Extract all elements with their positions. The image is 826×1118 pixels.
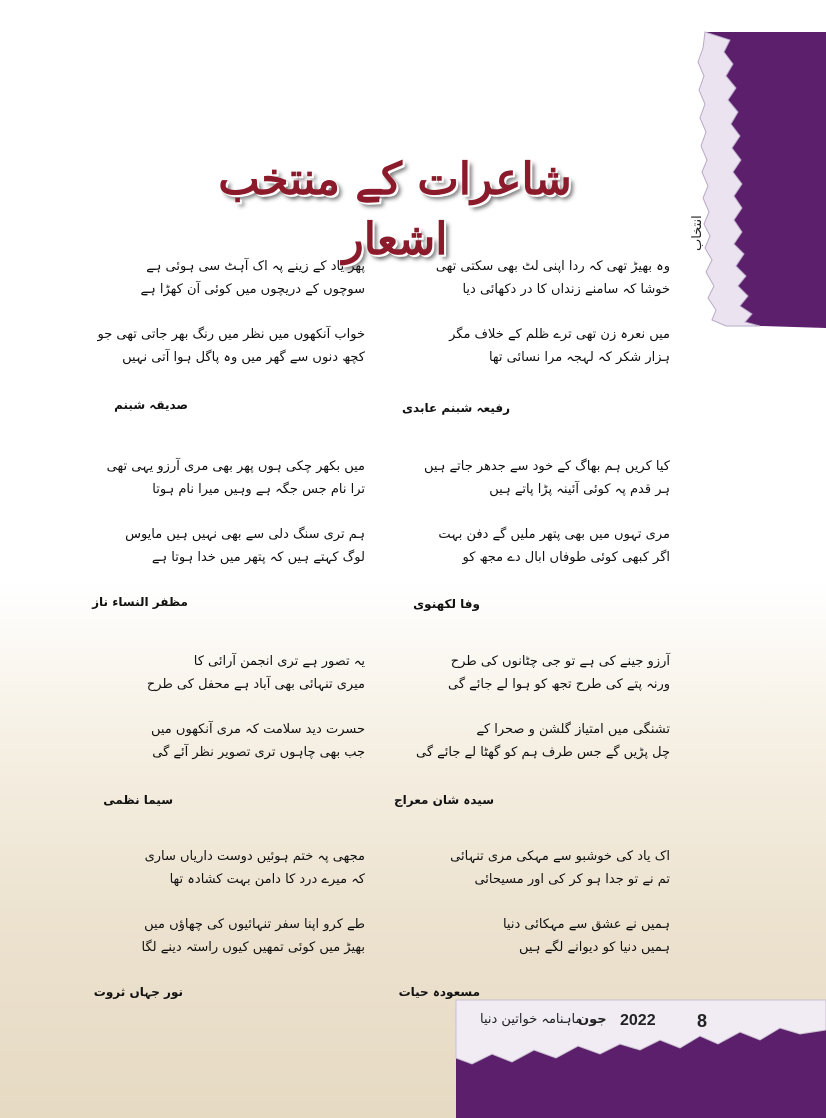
verse-line: اک یاد کی خوشبو سے مہکی مری تنہائی: [450, 849, 670, 864]
verse-line: خوشا کہ سامنے زنداں کا در دکھائی دیا: [462, 282, 670, 297]
side-label: انتخاب: [690, 215, 705, 251]
verse-line: وہ بھیڑ تھی کہ ردا اپنی لٹ بھی سکتی تھی: [435, 259, 670, 274]
left-poem-3: [130, 650, 365, 786]
verse-line: مری تہوں میں بھی پتھر ملیں گے دفن بہت: [438, 527, 670, 542]
verse-line: طے کرو اپنا سفر تنہائیوں کی چھاؤں میں: [144, 917, 365, 932]
stanza: [120, 255, 365, 301]
issue-year: 2022: [620, 1012, 656, 1029]
issue-month: جون: [578, 1012, 607, 1027]
verse-line: ترا نام جس جگہ ہے وہیں میرا نام ہوتا: [152, 482, 365, 497]
verse-line: مجھی پہ ختم ہوئیں دوست داریاں ساری: [144, 849, 365, 864]
verse-line: تشنگی میں امتیاز گلشن و صحرا کے: [476, 722, 670, 737]
stanza: [425, 913, 670, 959]
verse-line: چل پڑیں گے جس طرف ہم کو گھٹا لے جائے گی: [416, 745, 670, 760]
magazine-name: ماہنامہ خواتین دنیا: [480, 1012, 583, 1027]
stanza: [130, 913, 365, 959]
right-poem-4: [425, 845, 670, 981]
poet-name: رفیعہ شبنم عابدی: [402, 401, 510, 415]
verse-line: جب بھی چاہوں تری تصویر نظر آئے گی: [152, 745, 365, 760]
verse-line: بھیڑ میں کوئی تمھیں کیوں راستہ دینے لگا: [141, 940, 365, 955]
poet-name: نور جہاں ثروت: [93, 985, 183, 999]
verse-line: پھر یاد کے زینے پہ اک آہٹ سی ہوئی ہے: [146, 259, 365, 274]
stanza: [120, 523, 365, 569]
poet-name: صدیقہ شبنم: [114, 398, 188, 412]
verse-line: لوگ کہتے ہیں کہ پتھر میں خدا ہوتا ہے: [151, 550, 365, 565]
poet-name: مسعودہ حیات: [398, 985, 480, 999]
stanza: [97, 323, 365, 369]
stanza: [130, 845, 365, 891]
left-poem-1: [97, 255, 365, 391]
stanza: [106, 455, 365, 501]
stanza: [425, 523, 670, 569]
verse-line: تم نے تو جدا ہو کر کی اور مسیحائی: [474, 872, 670, 887]
page-number: 8: [697, 1011, 708, 1031]
left-poem-4: [130, 845, 365, 981]
verse-line: میں بکھر چکی ہوں پھر بھی مری آرزو یہی تھی: [106, 459, 365, 474]
poet-name: مظفر النساء ناز: [92, 595, 188, 609]
verse-line: کہ میرے درد کا دامن بہت کشادہ تھا: [169, 872, 365, 887]
verse-line: میری تنہائی بھی آباد ہے محفل کی طرح: [146, 677, 365, 692]
verse-line: سوچوں کے دریچوں میں کوئی آن کھڑا ہے: [140, 282, 365, 297]
verse-line: ہم تری سنگ دلی سے بھی نہیں ہیں مایوس: [125, 527, 365, 542]
stanza: [130, 718, 365, 764]
poet-name: سیما نظمی: [103, 793, 173, 807]
verse-line: کچھ دنوں سے گھر میں وہ پاگل ہوا آتی نہیں: [122, 350, 365, 365]
stanza: [425, 455, 670, 501]
verse-line: اگر کبھی کوئی طوفاں ابال دے مجھ کو: [462, 550, 670, 565]
verse-line: ہمیں دنیا کو دیوانے لگے ہیں: [519, 940, 670, 955]
verse-line: ہزار شکر کہ لہجہ مرا نسائی تھا: [488, 350, 670, 365]
right-poem-2: [425, 455, 670, 591]
right-poem-3: [416, 650, 670, 786]
poet-name: وفا لکھنوی: [413, 597, 480, 611]
verse-line: ہمیں نے عشق سے مہکائی دنیا: [502, 917, 670, 932]
verse-line: کیا کریں ہم بھاگ کے خود سے جدھر جاتے ہیں: [423, 459, 670, 474]
right-poem-1: [425, 255, 670, 391]
poet-name: سیدہ شان معراج: [394, 793, 494, 807]
stanza: [425, 255, 670, 301]
stanza: [425, 845, 670, 891]
stanza: [416, 718, 670, 764]
verse-line: ورنہ پتے کی طرح تجھ کو ہوا لے جائے گی: [448, 677, 670, 692]
verse-line: حسرت دید سلامت کہ مری آنکھوں میں: [150, 722, 365, 737]
verse-line: میں نعرہ زن تھی ترے ظلم کے خلاف مگر: [449, 327, 670, 342]
page-title: شاعرات کے منتخب اشعار: [218, 154, 572, 265]
left-poem-2: [106, 455, 365, 591]
stanza: [425, 650, 670, 696]
verse-line: خواب آنکھوں میں نظر میں رنگ بھر جاتی تھی جو: [97, 327, 365, 342]
verse-line: ہر قدم پہ کوئی آئینہ پڑا پاتے ہیں: [489, 482, 670, 497]
verse-line: آرزو جینے کی ہے تو جی چٹانوں کی طرح: [450, 654, 670, 669]
stanza: [425, 323, 670, 369]
stanza: [130, 650, 365, 696]
verse-line: یہ تصور ہے تری انجمن آرائی کا: [193, 654, 365, 669]
